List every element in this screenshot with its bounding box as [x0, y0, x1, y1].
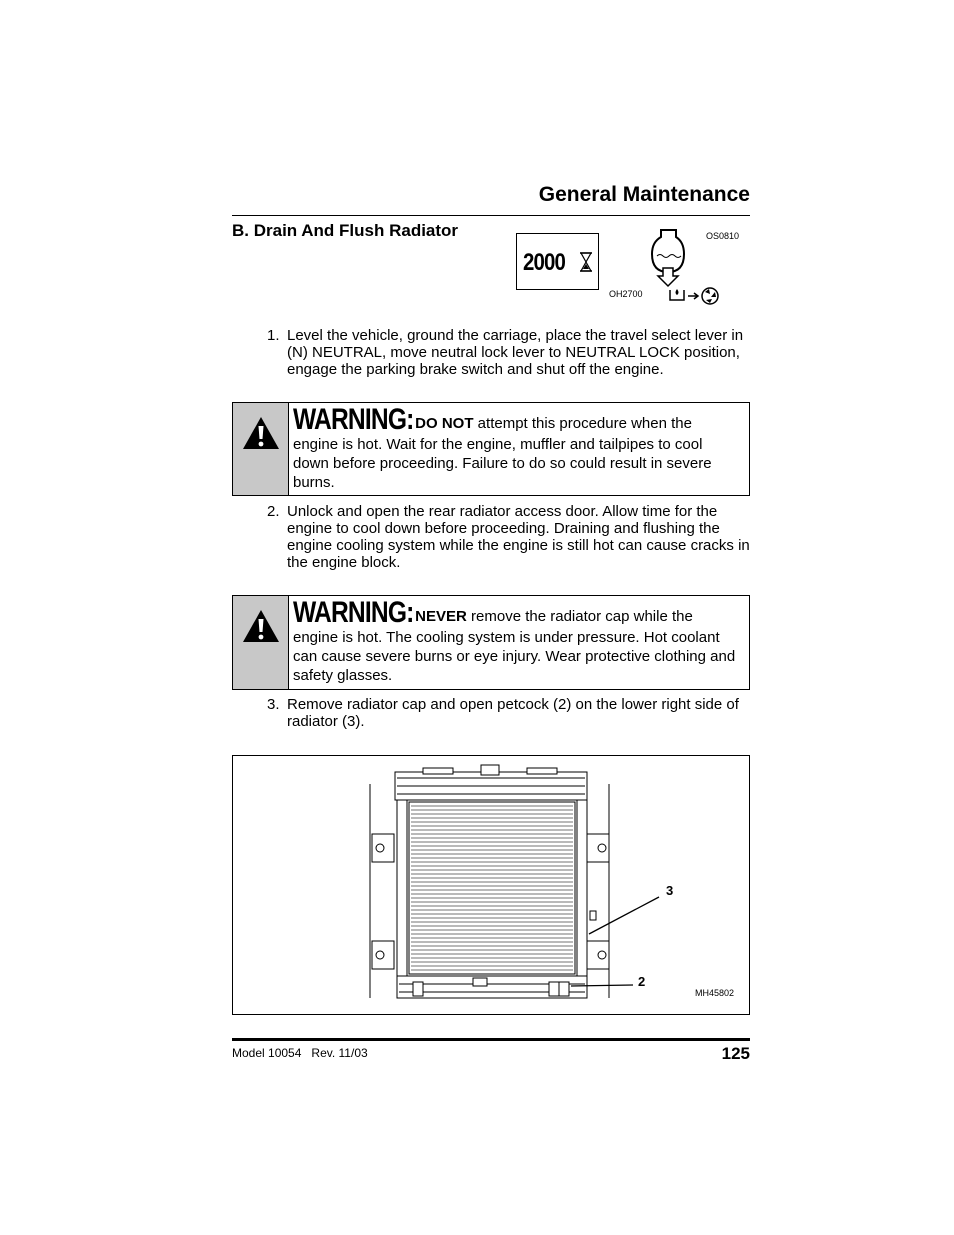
figure-code: MH45802 — [695, 988, 735, 998]
warning-sidebar — [233, 403, 289, 495]
hourglass-icon — [579, 252, 593, 272]
step-2 — [267, 503, 751, 571]
footer-model: Model 10054 — [232, 1046, 302, 1060]
callout-2: 2 — [638, 974, 646, 989]
warning-text — [293, 596, 749, 691]
warning-keyword: DO NOT — [415, 415, 474, 432]
warning-sidebar — [233, 596, 289, 689]
interval-code: OH2700 — [609, 289, 643, 299]
warning-box — [232, 595, 750, 690]
step-3 — [267, 696, 751, 730]
icon-code: OS0810 — [706, 231, 740, 241]
subsection-title: B. Drain And Flush Radiator — [232, 221, 459, 240]
warning-message: remove the radiator cap while the engine is hot. The cooling system is under pressure. Hot coolant can cause severe burns or eye injury. Wear protective clothing and safety glasses. — [293, 608, 736, 684]
warning-triangle-icon — [241, 608, 281, 644]
warning-text — [293, 403, 749, 498]
service-hours: 2000 — [523, 249, 565, 276]
footer-model-rev — [232, 1046, 368, 1060]
step-number: 3. — [267, 696, 280, 713]
radiator-figure — [232, 755, 750, 1015]
header-rule — [232, 215, 750, 216]
warning-box — [232, 402, 750, 496]
section-title: General Maintenance — [538, 183, 750, 206]
step-text: Level the vehicle, ground the carriage, place the travel select lever in (N) NEUTRAL, move neutral lock lever to NEUTRAL LOCK position, engage the parking brake switch and shut off the engine. — [287, 327, 744, 378]
warning-keyword: NEVER — [415, 608, 467, 625]
warning-label: WARNING: — [293, 596, 414, 629]
step-number: 2. — [267, 503, 280, 520]
step-text: Remove radiator cap and open petcock (2) on the lower right side of radiator (3). — [287, 696, 739, 730]
warning-message: attempt this procedure when the engine is hot. Wait for the engine, muffler and tailpipes to cool down before proceeding. Failure to do so could result in severe burns. — [293, 415, 712, 491]
callout-3: 3 — [666, 883, 674, 898]
page-number: 125 — [721, 1044, 750, 1063]
footer-rule — [232, 1038, 750, 1041]
warning-label: WARNING: — [293, 403, 414, 436]
service-interval-box — [516, 233, 599, 290]
step-text: Unlock and open the rear radiator access door. Allow time for the engine to cool down before proceeding. Draining and flushing the engine cooling system while the engine is still hot can cause cracks in the engine block. — [287, 503, 750, 571]
footer-revision: Rev. 11/03 — [311, 1046, 368, 1060]
coolant-drain-recycle-icon — [644, 226, 726, 308]
step-number: 1. — [267, 327, 280, 344]
warning-triangle-icon — [241, 415, 281, 451]
step-1 — [267, 327, 751, 378]
